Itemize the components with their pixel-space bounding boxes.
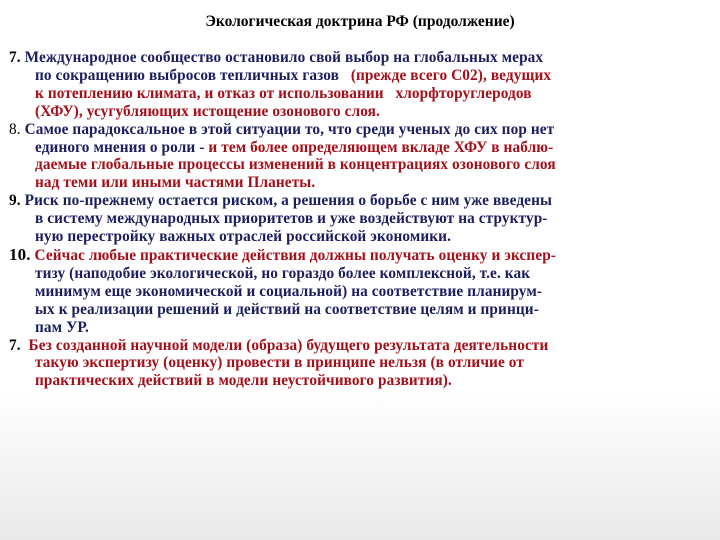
paragraph-7-line-2b: (прежде всего С02), ведущих [350, 66, 552, 84]
slide-body [9, 49, 713, 390]
paragraph-8-line-4: над теми или иными частями Планеты. [35, 174, 316, 192]
paragraph-9-line-1: Риск по-прежнему остается риском, а решения о борьбе с ним уже введены [24, 192, 553, 210]
paragraph-8-line-3: даемые глобальные процессы изменений в концентрациях озонового слоя [35, 156, 556, 174]
paragraph-9-number: 9. [9, 192, 21, 210]
paragraph-10-line-2: тизу (наподобие экологической, но гораздо более комплексной, т.е. как [35, 264, 531, 282]
paragraph-9-line-3: ную перестройку важных отраслей российской экономики. [35, 228, 451, 246]
paragraph-8-line-2b: и тем более определяющем вкладе ХФУ в наблю- [208, 138, 554, 156]
paragraph-8-number: 8. [9, 120, 21, 138]
paragraph-10-line-4: ых к реализации решений и действий на соответствие целям и принци- [35, 300, 539, 318]
paragraph-7b-number: 7. [9, 336, 21, 354]
paragraph-10-line-1: Сейчас любые практические действия должны получать оценку и экспер- [34, 246, 557, 264]
paragraph-9-line-2: в систему международных приоритетов и уже воздействуют на структур- [35, 210, 548, 228]
paragraph-7b-line-1: Без созданной научной модели (образа) будущего результата деятельности [28, 336, 549, 354]
paragraph-7-line-2a: по сокращению выбросов тепличных газов [35, 66, 340, 84]
paragraph-7-number: 7. [9, 49, 21, 66]
paragraph-8 [9, 121, 713, 193]
paragraph-8-line-2a: единого мнения о роли - [35, 138, 205, 156]
paragraph-9 [9, 192, 713, 246]
paragraph-7-line-3b: хлорфторуглеродов [395, 84, 532, 102]
paragraph-10-line-3: минимум еще экономической и социальной) на соответствие планирум- [35, 282, 543, 300]
slide-title: Экологическая доктрина РФ (продолжение) [205, 13, 515, 30]
paragraph-7 [9, 49, 713, 121]
paragraph-7-line-1: Международное сообщество остановило свой выбор на глобальных мерах [24, 49, 544, 66]
paragraph-10-line-5: пам УР. [35, 318, 89, 336]
paragraph-7b-line-3: практических действий в модели неустойчивого развития). [35, 372, 452, 390]
paragraph-7b-line-2: такую экспертизу (оценку) провести в принципе нельзя (в отличие от [35, 354, 524, 372]
paragraph-8-line-1: Самое парадоксальное в этой ситуации то, что среди ученых до сих пор нет [24, 120, 555, 138]
paragraph-7b [9, 337, 713, 391]
paragraph-10-number: 10. [9, 244, 31, 264]
paragraph-10 [9, 246, 713, 337]
paragraph-7-line-3a: к потеплению климата, и отказ от использовании [35, 84, 384, 102]
paragraph-7-line-4: (ХФУ), усугубляющих истощение озонового слоя. [35, 102, 380, 120]
